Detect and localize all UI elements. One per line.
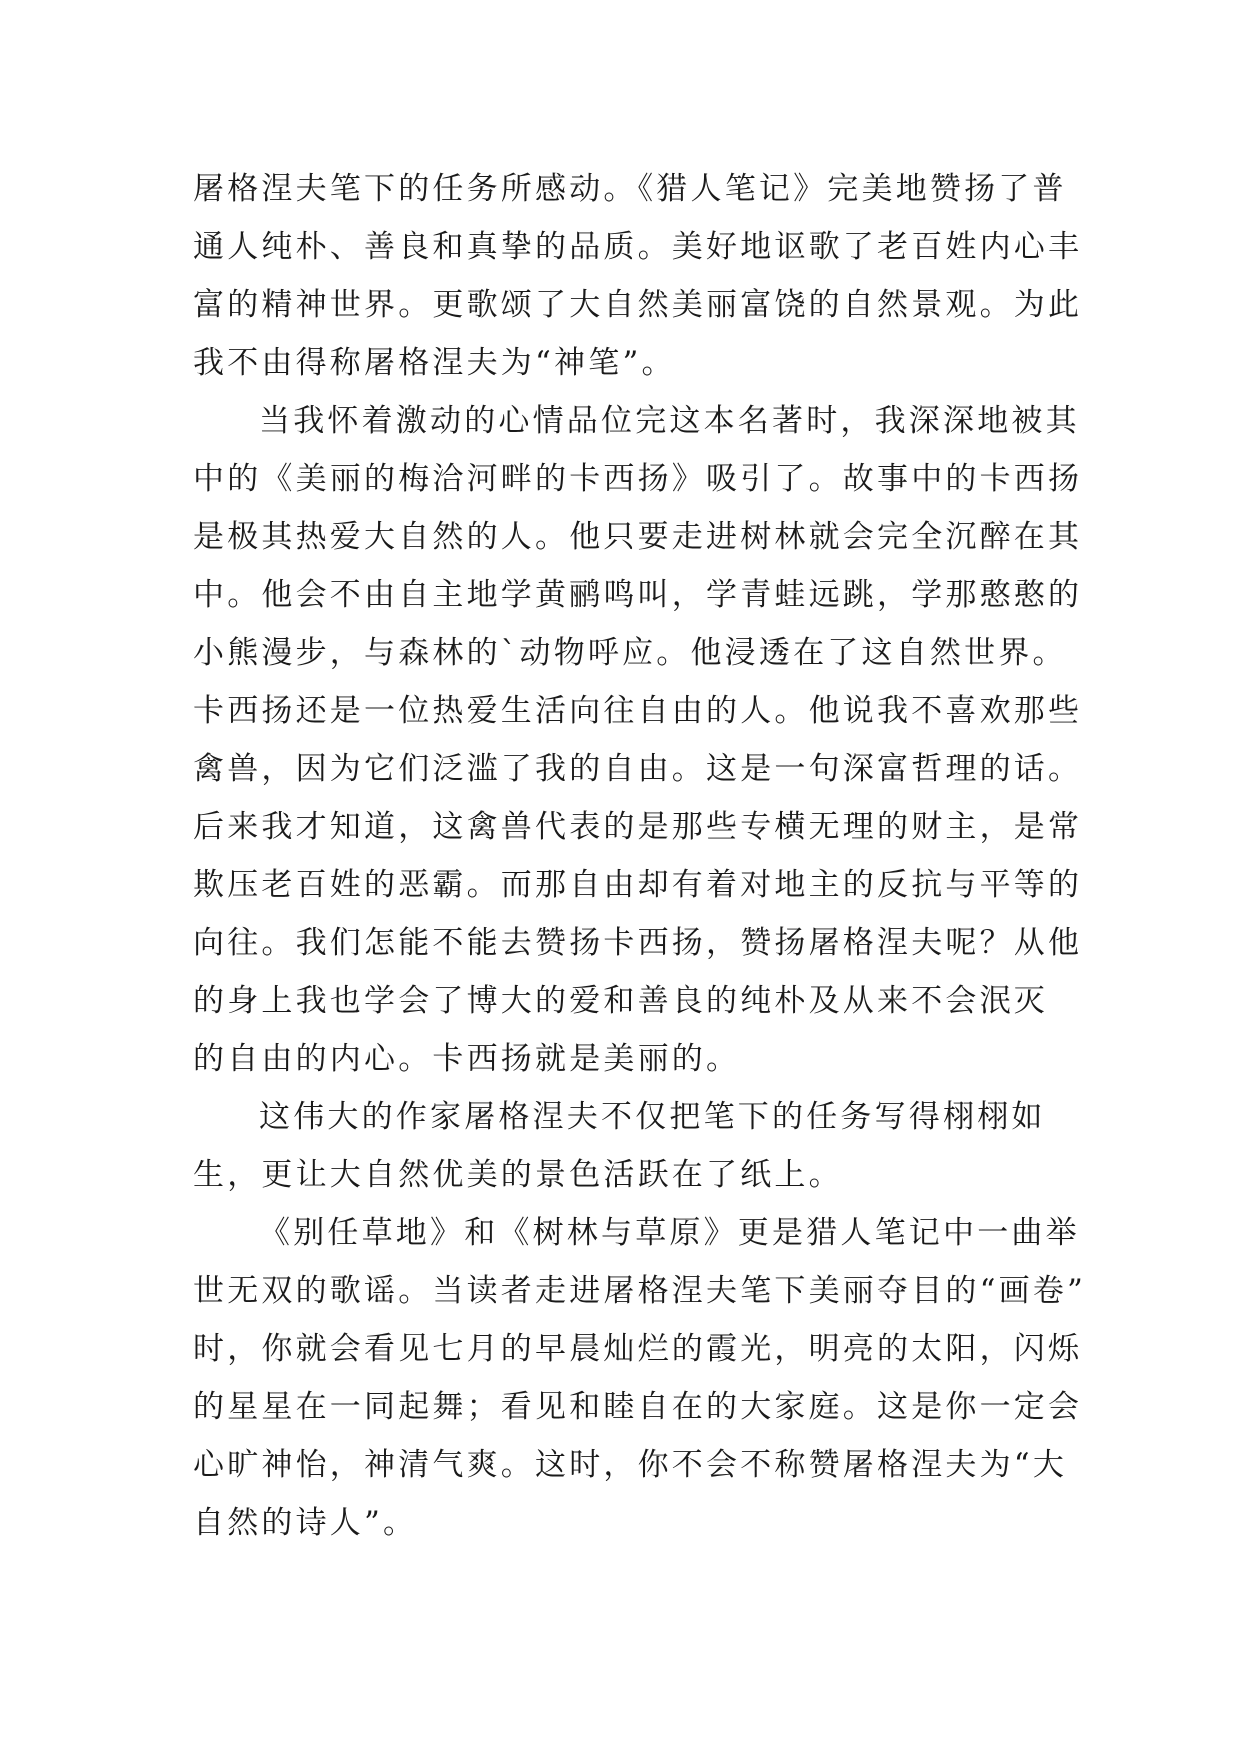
text-line: 生，更让大自然优美的景色活跃在了纸上。 [193,1157,843,1193]
text-line: 向往。我们怎能不能去赞扬卡西扬，赞扬屠格涅夫呢？从他 [193,925,1083,961]
text-line: 自然的诗人”。 [193,1505,418,1541]
text-line: 屠格涅夫笔下的任务所感动。《猎人笔记》完美地赞扬了普 [193,171,1067,207]
text-line: 时，你就会看见七月的早晨灿烂的霞光，明亮的太阳，闪烁 [193,1331,1083,1367]
text-line: 中的《美丽的梅洽河畔的卡西扬》吸引了。故事中的卡西扬 [193,461,1083,497]
paragraph-first-line: 当我怀着激动的心情品位完这本名著时，我深深地被其 [259,403,1080,439]
text-line: 我不由得称屠格涅夫为“神笔”。 [193,345,676,381]
text-line: 世无双的歌谣。当读者走进屠格涅夫笔下美丽夺目的“画卷” [193,1273,1087,1309]
text-line: 禽兽，因为它们泛滥了我的自由。这是一句深富哲理的话。 [193,751,1083,787]
text-line: 卡西扬还是一位热爱生活向往自由的人。他说我不喜欢那些 [193,693,1083,729]
text-line: 通人纯朴、善良和真挚的品质。美好地讴歌了老百姓内心丰 [193,229,1083,265]
text-line: 中。他会不由自主地学黄鹂鸣叫，学青蛙远跳，学那憨憨的 [193,577,1083,613]
text-line: 欺压老百姓的恶霸。而那自由却有着对地主的反抗与平等的 [193,867,1083,903]
text-line: 是极其热爱大自然的人。他只要走进树林就会完全沉醉在其 [193,519,1083,555]
text-line: 心旷神怡，神清气爽。这时，你不会不称赞屠格涅夫为“大 [193,1447,1068,1483]
paragraph-first-line: 这伟大的作家屠格涅夫不仅把笔下的任务写得栩栩如 [259,1099,1046,1135]
text-line: 后来我才知道，这禽兽代表的是那些专横无理的财主，是常 [193,809,1083,845]
text-line: 小熊漫步，与森林的`动物呼应。他浸透在了这自然世界。 [193,635,1067,671]
text-line: 富的精神世界。更歌颂了大自然美丽富饶的自然景观。为此 [193,287,1083,323]
paragraph-first-line: 《别任草地》和《树林与草原》更是猎人笔记中一曲举 [259,1215,1080,1251]
document-body [193,160,1087,1552]
text-line: 的身上我也学会了博大的爱和善良的纯朴及从来不会泯灭 [193,983,1048,1019]
text-line: 的自由的内心。卡西扬就是美丽的。 [193,1041,741,1077]
text-line: 的星星在一同起舞；看见和睦自在的大家庭。这是你一定会 [193,1389,1083,1425]
